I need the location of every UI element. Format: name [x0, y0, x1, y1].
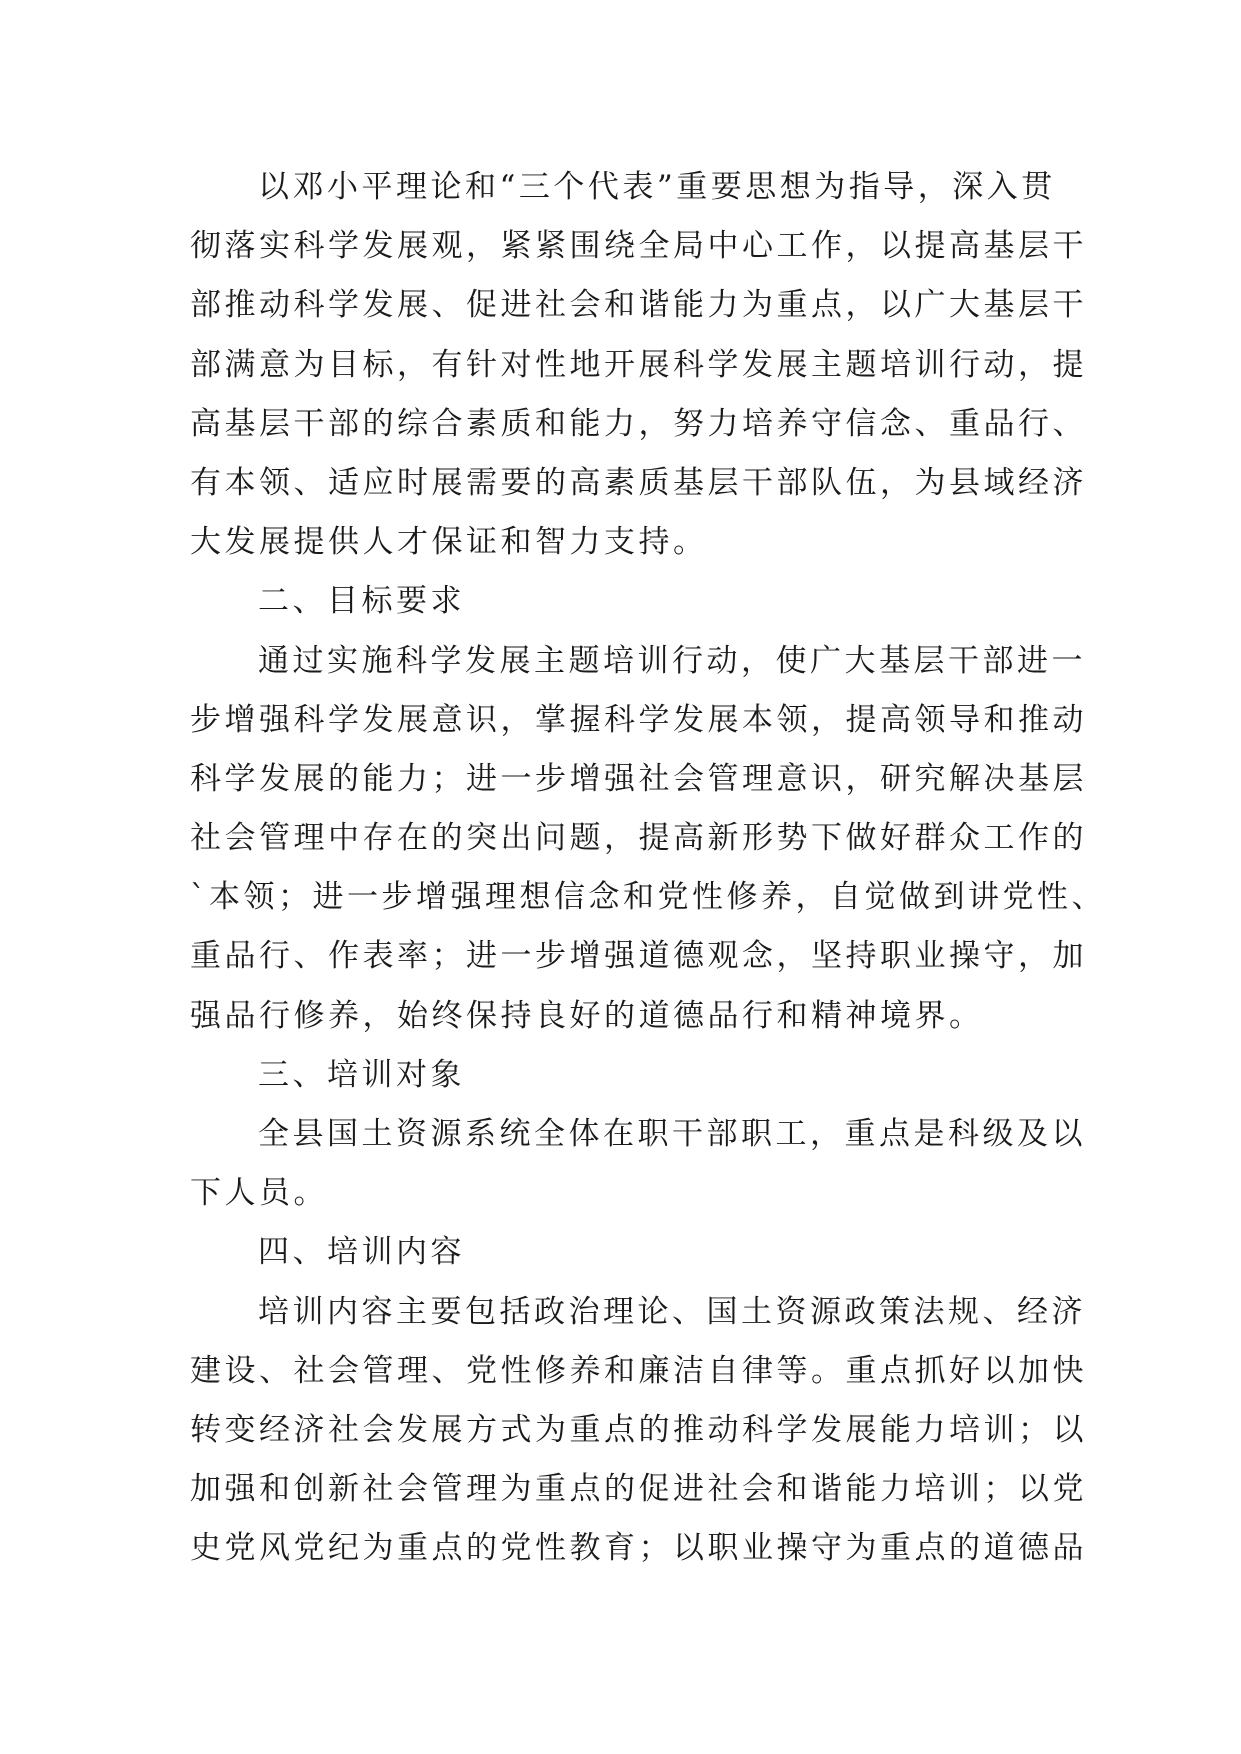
paragraph-goals-line-2: 步增强科学发展意识，掌握科学发展本领，提高领导和推动: [190, 701, 1087, 738]
paragraph-guiding-ideology-line-4: 部满意为目标，有针对性地开展科学发展主题培训行动，提: [190, 346, 1087, 383]
paragraph-content-line-4: 加强和创新社会管理为重点的促进社会和谐能力培训；以党: [190, 1471, 1087, 1508]
paragraph-content-line-1: 培训内容主要包括政治理论、国土资源政策法规、经济: [258, 1293, 1086, 1330]
paragraph-guiding-ideology-line-6: 有本领、适应时展需要的高素质基层干部队伍，为县域经济: [190, 464, 1087, 501]
paragraph-guiding-ideology-line-3: 部推动科学发展、促进社会和谐能力为重点，以广大基层干: [190, 287, 1087, 324]
paragraph-content-line-3: 转变经济社会发展方式为重点的推动科学发展能力培训；以: [190, 1411, 1087, 1448]
paragraph-content-line-5: 史党风党纪为重点的党性教育；以职业操守为重点的道德品: [190, 1530, 1087, 1567]
section-heading-goals: 二、目标要求: [258, 583, 465, 620]
paragraph-trainees-line-1: 全县国土资源系统全体在职干部职工，重点是科级及以: [258, 1116, 1086, 1152]
section-heading-content: 四、培训内容: [258, 1234, 465, 1271]
document-body: [190, 158, 1106, 1579]
paragraph-goals-line-7: 强品行修养，始终保持良好的道德品行和精神境界。: [190, 997, 984, 1034]
paragraph-content-line-2: 建设、社会管理、党性修养和廉洁自律等。重点抓好以加快: [190, 1352, 1087, 1389]
paragraph-goals-line-5: `本领；进一步增强理想信念和党性修养，自觉做到讲党性、: [190, 879, 1106, 916]
paragraph-guiding-ideology-line-2: 彻落实科学发展观，紧紧围绕全局中心工作，以提高基层干: [190, 228, 1087, 265]
paragraph-goals-line-3: 科学发展的能力；进一步增强社会管理意识，研究解决基层: [190, 760, 1087, 797]
paragraph-goals-line-1: 通过实施科学发展主题培训行动，使广大基层干部进一: [258, 642, 1086, 679]
paragraph-guiding-ideology-line-7: 大发展提供人才保证和智力支持。: [190, 524, 708, 561]
paragraph-guiding-ideology-line-1: 以邓小平理论和“三个代表”重要思想为指导，深入贯: [258, 169, 1056, 205]
paragraph-trainees-line-2: 下人员。: [190, 1175, 328, 1212]
section-heading-trainees: 三、培训对象: [258, 1056, 465, 1093]
paragraph-guiding-ideology-line-5: 高基层干部的综合素质和能力，努力培养守信念、重品行、: [190, 405, 1087, 442]
paragraph-goals-line-4: 社会管理中存在的突出问题，提高新形势下做好群众工作的: [190, 820, 1087, 857]
paragraph-goals-line-6: 重品行、作表率；进一步增强道德观念，坚持职业操守，加: [190, 938, 1087, 975]
